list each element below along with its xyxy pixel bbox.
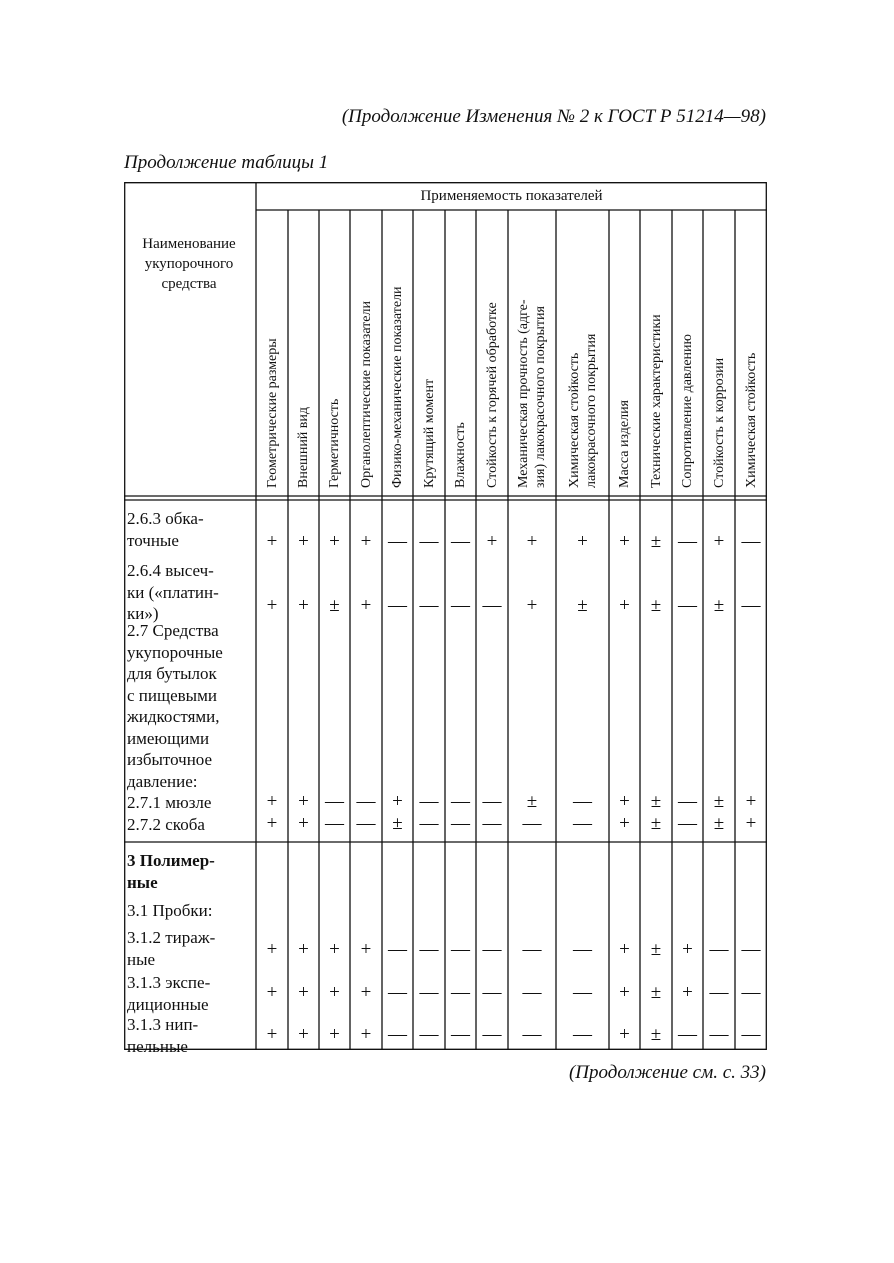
applicability-mark: — (709, 982, 729, 1003)
applicability-mark: — (522, 939, 542, 960)
applicability-mark: ± (329, 595, 340, 616)
applicability-mark: ± (650, 1024, 662, 1045)
applicability-mark: + (360, 982, 372, 1003)
applicability-mark: + (360, 595, 372, 616)
applicability-mark: — (573, 813, 592, 834)
applicability-mark: + (486, 531, 498, 552)
applicability-mark: + (745, 791, 757, 812)
applicability-mark: — (678, 791, 697, 812)
page-header: (Продолжение Изменения № 2 к ГОСТ Р 51214—98) (341, 106, 766, 127)
applicability-mark: — (678, 595, 697, 616)
applicability-mark: — (741, 982, 761, 1003)
applicability-mark: + (619, 531, 630, 552)
applicability-mark: + (577, 531, 588, 552)
applicability-mark: + (360, 531, 372, 552)
applicability-mark: + (392, 791, 403, 812)
column-header: Герметичность (327, 398, 342, 488)
applicability-mark: ± (650, 813, 662, 834)
row-name: 3.1.3 нип- пельные (127, 1015, 199, 1056)
page-footer: (Продолжение см. с. 33) (568, 1062, 766, 1083)
applicability-mark: ± (650, 531, 662, 552)
applicability-mark: + (360, 939, 372, 960)
applicability-mark: — (419, 939, 439, 960)
applicability-mark: — (709, 939, 729, 960)
applicability-mark: — (451, 595, 470, 616)
column-header: Геометрические размеры (264, 338, 280, 488)
applicability-mark: — (522, 982, 542, 1003)
applicability-mark: — (451, 531, 470, 552)
applicability-mark: + (298, 939, 309, 960)
applicability-mark: + (619, 939, 630, 960)
applicability-mark: — (741, 1024, 761, 1045)
applicability-mark: + (266, 531, 278, 552)
applicability-mark: + (682, 939, 693, 960)
column-header: Внешний вид (296, 406, 311, 488)
row-name: 3 Полимер- ные (127, 851, 215, 892)
column-header: Органолептические показатели (358, 301, 374, 488)
applicability-mark: — (419, 1024, 439, 1045)
applicability-mark: + (266, 791, 278, 812)
applicability-mark: + (329, 939, 340, 960)
applicability-mark: — (573, 791, 592, 812)
applicability-mark: — (482, 982, 502, 1003)
row-name: 2.6.4 высеч- ки («платин- ки») (127, 561, 219, 623)
applicability-mark: — (451, 939, 470, 960)
applicability-mark: + (266, 939, 278, 960)
row-name: 2.7 Средства укупорочные для бутылок с пищевыми жидкостями, имеющими избыточное давление: (127, 621, 223, 791)
applicability-mark: — (325, 813, 344, 834)
applicability-mark: + (329, 1024, 340, 1045)
applicability-mark: ± (713, 813, 725, 834)
applicability-mark: — (709, 1024, 729, 1045)
applicability-mark: — (419, 982, 439, 1003)
row-name: 2.7.1 мюзле (127, 793, 212, 812)
column-header: Стойкость к горячей обработке (484, 302, 500, 488)
applicability-mark: — (451, 813, 470, 834)
applicability-mark: ± (650, 939, 662, 960)
applicability-mark: — (419, 813, 439, 834)
applicability-mark: ± (650, 595, 662, 616)
applicability-table (124, 182, 767, 1056)
applicability-mark: + (298, 982, 309, 1003)
group-header: Применяемость показателей (420, 188, 603, 204)
applicability-mark: ± (650, 791, 662, 812)
applicability-mark: + (266, 813, 278, 834)
applicability-mark: — (482, 813, 502, 834)
applicability-mark: — (451, 1024, 470, 1045)
applicability-mark: — (388, 1024, 407, 1045)
applicability-mark: — (419, 791, 439, 812)
applicability-mark: — (741, 939, 761, 960)
applicability-mark: — (419, 595, 439, 616)
column-header: Сопротивление давлению (680, 334, 695, 488)
applicability-mark: + (298, 791, 309, 812)
applicability-mark: ± (713, 791, 725, 812)
applicability-mark: + (360, 1024, 372, 1045)
applicability-mark: ± (713, 595, 725, 616)
row-name: 3.1 Пробки: (127, 901, 213, 920)
row-name: 3.1.3 экспе- диционные (127, 973, 211, 1014)
applicability-mark: + (266, 982, 278, 1003)
column-header: Крутящий момент (421, 378, 437, 488)
applicability-mark: — (388, 595, 407, 616)
applicability-mark: — (522, 813, 542, 834)
applicability-mark: — (356, 813, 376, 834)
applicability-mark: + (526, 531, 538, 552)
applicability-mark: — (451, 791, 470, 812)
applicability-mark: — (573, 939, 592, 960)
column-header: Стойкость к коррозии (711, 357, 727, 488)
column-header: Технические характеристики (648, 314, 664, 488)
applicability-mark: + (266, 595, 278, 616)
column-header: Химическая стойкость (743, 352, 759, 488)
applicability-mark: + (329, 531, 340, 552)
column-header: Масса изделия (617, 400, 632, 488)
applicability-mark: — (388, 982, 407, 1003)
applicability-mark: — (356, 791, 376, 812)
table-caption: Продолжение таблицы 1 (124, 152, 329, 173)
column-header: Химическая стойкость лакокрасочного покрытия (566, 333, 599, 488)
applicability-mark: ± (650, 982, 662, 1003)
applicability-mark: + (526, 595, 538, 616)
applicability-mark: + (619, 813, 630, 834)
row-name: 2.7.2 скоба (127, 815, 205, 834)
applicability-mark: + (619, 1024, 630, 1045)
applicability-mark: — (678, 1024, 697, 1045)
row-name: 2.6.3 обка- точные (127, 509, 204, 550)
name-column-header: Наименование укупорочного средства (142, 236, 236, 292)
applicability-mark: — (678, 813, 697, 834)
applicability-mark: — (388, 939, 407, 960)
applicability-mark: — (741, 595, 761, 616)
row-name: 3.1.2 тираж- ные (127, 928, 216, 969)
applicability-mark: + (619, 595, 630, 616)
applicability-mark: — (325, 791, 344, 812)
applicability-mark: — (678, 531, 697, 552)
applicability-mark: ± (392, 813, 403, 834)
applicability-mark: + (745, 813, 757, 834)
applicability-mark: + (713, 531, 725, 552)
column-header: Механическая прочность (адге- зия) лакокрасочного покрытия (516, 299, 548, 488)
applicability-mark: — (522, 1024, 542, 1045)
column-header: Влажность (453, 422, 468, 488)
applicability-mark: + (682, 982, 693, 1003)
applicability-mark: + (298, 595, 309, 616)
applicability-mark: ± (526, 791, 538, 812)
applicability-mark: + (298, 531, 309, 552)
applicability-mark: — (573, 982, 592, 1003)
applicability-mark: — (741, 531, 761, 552)
applicability-mark: — (573, 1024, 592, 1045)
applicability-mark: — (482, 939, 502, 960)
applicability-mark: — (482, 1024, 502, 1045)
applicability-mark: — (388, 531, 407, 552)
applicability-mark: — (482, 791, 502, 812)
applicability-mark: ± (577, 595, 588, 616)
applicability-mark: + (329, 982, 340, 1003)
applicability-mark: + (298, 1024, 309, 1045)
column-header: Физико-механические показатели (390, 286, 405, 488)
applicability-mark: — (451, 982, 470, 1003)
applicability-mark: + (298, 813, 309, 834)
applicability-mark: — (482, 595, 502, 616)
applicability-mark: + (619, 982, 630, 1003)
applicability-mark: — (419, 531, 439, 552)
applicability-mark: + (619, 791, 630, 812)
applicability-mark: + (266, 1024, 278, 1045)
